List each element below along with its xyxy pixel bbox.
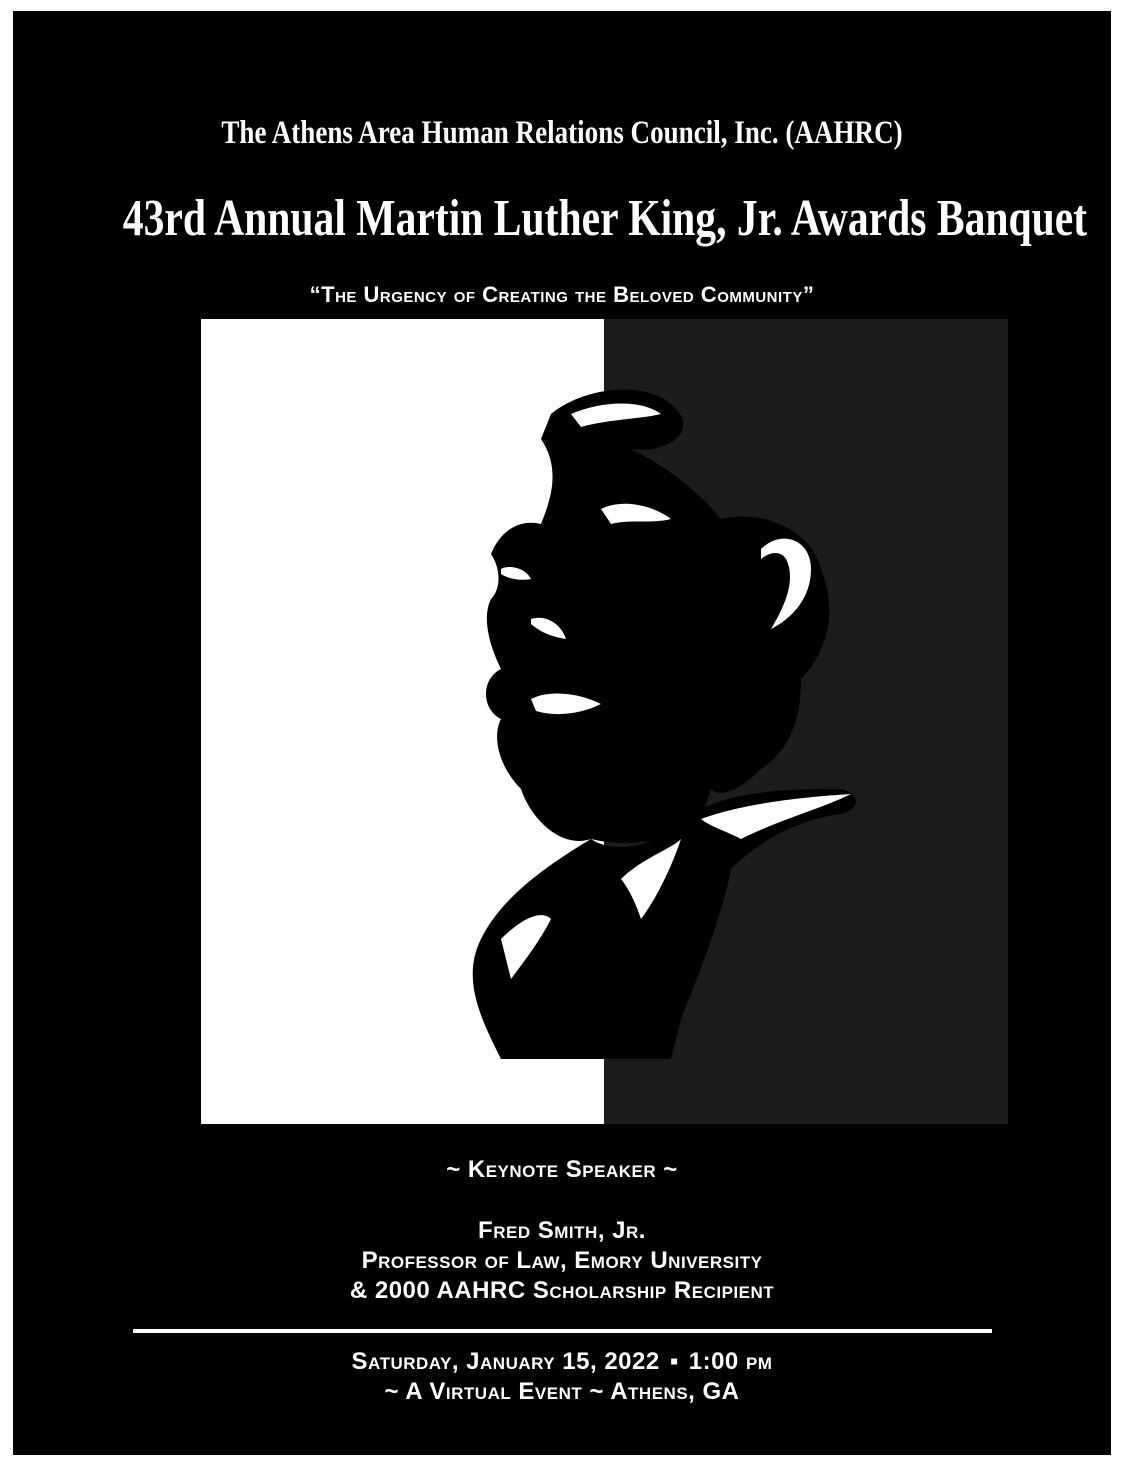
mlk-portrait-illustration: [201, 319, 1008, 1124]
keynote-heading: ~ Keynote Speaker ~: [446, 1156, 678, 1183]
organization-name: The Athens Area Human Relations Council, Inc. (AAHRC): [221, 115, 903, 151]
event-date: Saturday, January 15, 2022: [351, 1348, 660, 1375]
event-date-time: [13, 1348, 1111, 1376]
event-time: 1:00 pm: [688, 1348, 773, 1375]
divider-line: [133, 1329, 992, 1333]
event-location: ~ A Virtual Event ~ Athens, GA: [384, 1378, 740, 1405]
speaker-position: Professor of Law, Emory University: [361, 1247, 763, 1274]
event-theme: “The Urgency of Creating the Beloved Community”: [309, 282, 815, 307]
poster: [13, 11, 1111, 1455]
bullet-separator: ▪: [669, 1348, 679, 1375]
event-title: 43rd Annual Martin Luther King, Jr. Awards Banquet: [122, 190, 1088, 247]
speaker-note: & 2000 AAHRC Scholarship Recipient: [349, 1277, 775, 1304]
speaker-name: Fred Smith, Jr.: [478, 1217, 646, 1244]
